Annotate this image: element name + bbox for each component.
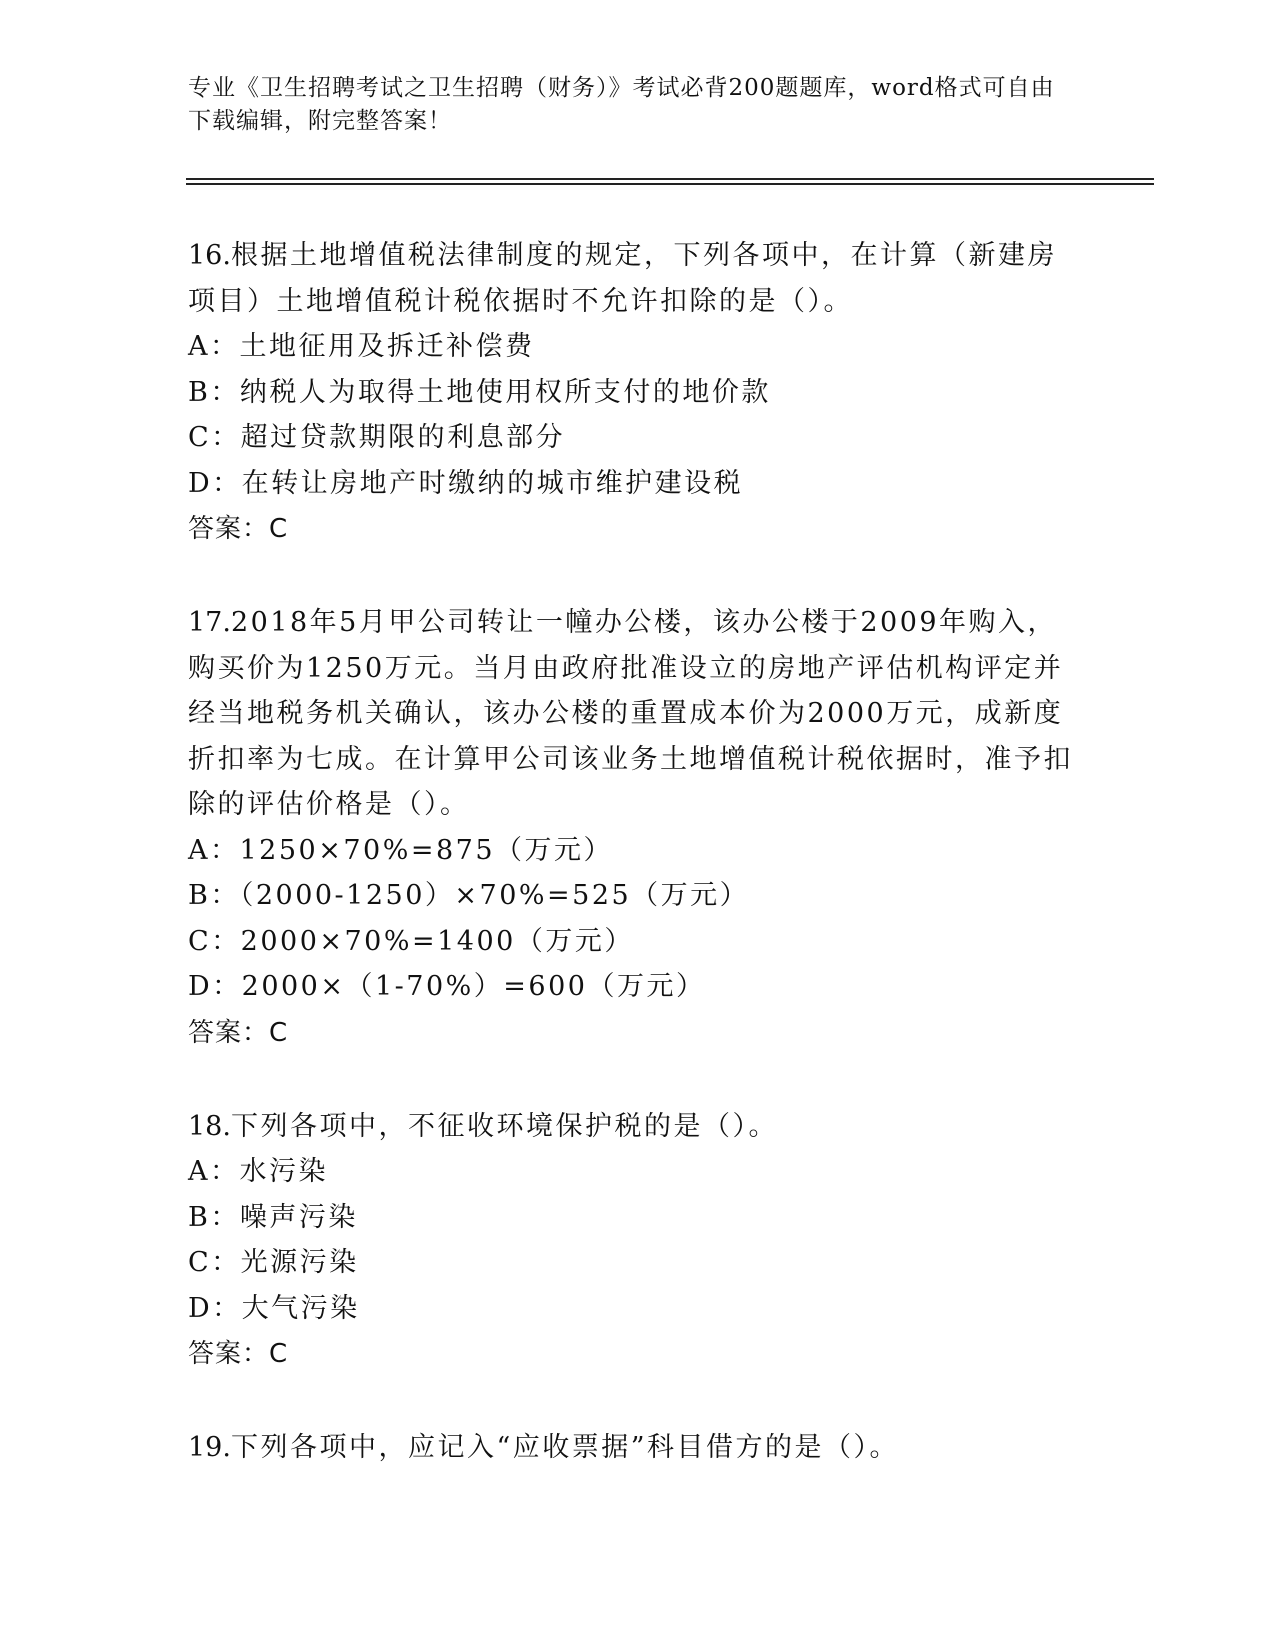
question-text: 2018年5月甲公司转让一幢办公楼，该办公楼于2009年购入，购买价为1250万元。当月由政府批准设立的房地产评估机构评定并经当地税务机关确认，该办公楼的重置成本价为2000万元，成新度折扣率为七成。在计算甲公司该业务土地增值税计税依据时，准予扣除的评估价格是（）。: [188, 607, 1073, 820]
option-d: D：大气污染: [188, 1292, 360, 1324]
question-stem: [188, 233, 1078, 324]
question-text: 下列各项中，不征收环境保护税的是（）。: [230, 1110, 778, 1142]
question-17: [188, 600, 1078, 1056]
option-a: A：1250×70%=875（万元）: [188, 834, 614, 866]
question-stem: [188, 600, 1078, 828]
header-divider: [186, 178, 1154, 180]
option-b: B：纳税人为取得土地使用权所支付的地价款: [188, 376, 771, 408]
answer: 答案：C: [188, 1339, 289, 1369]
question-number: 19.: [188, 1432, 231, 1463]
question-stem: [188, 1425, 1078, 1471]
document-header: 专业《卫生招聘考试之卫生招聘（财务）》考试必背200题题库，word格式可自由下载编辑，附完整答案！: [188, 75, 1055, 134]
question-19: [188, 1425, 1078, 1471]
question-stem: [188, 1104, 1078, 1150]
question-number: 16.: [188, 240, 231, 271]
option-c: C：超过贷款期限的利息部分: [188, 422, 566, 453]
question-number: 18.: [188, 1110, 231, 1142]
option-d: D：在转让房地产时缴纳的城市维护建设税: [188, 467, 744, 499]
option-d: D：2000×（1-70%）=600（万元）: [188, 971, 706, 1002]
question-number: 17.: [188, 607, 231, 638]
question-text: 根据土地增值税法律制度的规定，下列各项中，在计算（新建房项目）土地增值税计税依据时不允许扣除的是（）。: [188, 240, 1057, 317]
answer: 答案：C: [188, 1017, 289, 1048]
question-18: [188, 1104, 1078, 1378]
option-c: C：2000×70%=1400（万元）: [188, 925, 634, 957]
header-divider-2: [186, 183, 1154, 185]
option-b: B：（2000-1250）×70%=525（万元）: [188, 880, 750, 911]
option-a: A：水污染: [188, 1156, 328, 1187]
question-16: [188, 233, 1078, 552]
question-text: 下列各项中，应记入“应收票据”科目借方的是（）。: [230, 1432, 900, 1463]
question-list: [188, 233, 1078, 1519]
option-c: C：光源污染: [188, 1247, 359, 1278]
answer: 答案：C: [188, 514, 289, 544]
option-a: A：土地征用及拆迁补偿费: [188, 331, 535, 362]
option-b: B：噪声污染: [188, 1201, 358, 1233]
